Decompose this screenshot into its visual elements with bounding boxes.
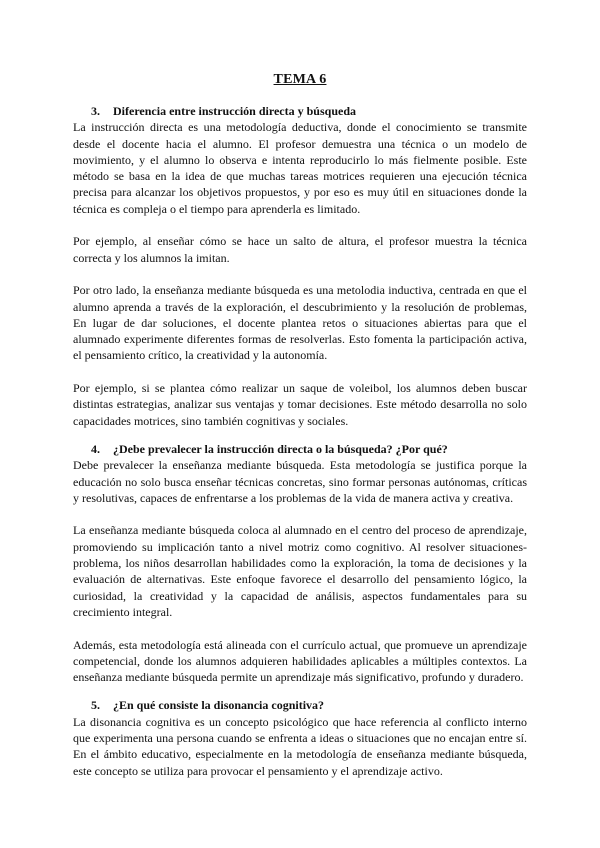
section-heading-text: ¿En qué consiste la disonancia cognitiva? (113, 698, 325, 713)
section-heading-5 (73, 697, 527, 713)
section-heading-text: Diferencia entre instrucción directa y búsqueda (113, 104, 356, 118)
section-heading-4 (73, 441, 527, 457)
section-heading-3 (73, 103, 527, 119)
page-title: TEMA 6 (273, 72, 327, 87)
document-body (73, 103, 527, 779)
paragraph: La enseñanza mediante búsqueda coloca al alumnado en el centro del proceso de aprendizaje, promoviendo su implicación tanto a nivel motriz como cognitivo. Al resolver situaciones-problema, los niños desarrollan habilidades como la exploración, la toma de decisiones y la evaluación de alternativas. Este enfoque favorece el desarrollo del pensamiento lógico, la curiosidad, la creatividad y la capacidad de análisis, aspectos fundamentales para su crecimiento integral. (73, 523, 527, 619)
section-number: 4. (91, 441, 100, 456)
paragraph: La instrucción directa es una metodología deductiva, donde el conocimiento se transmite desde el docente hacia el alumno. El profesor demuestra una técnica o un modelo de movimiento, y el alumno lo observa e intenta reproducirlo lo más fielmente posible. Este método se basa en la idea de que muchas tareas motrices requieren una ejecución técnica precisa para alcanzar los objetivos propuestos, y por eso es muy útil en situaciones donde la técnica es compleja o el tiempo para aprenderla es limitado. (73, 120, 527, 216)
paragraph: La disonancia cognitiva es un concepto psicológico que hace referencia al conflicto interno que experimenta una persona cuando se enfrenta a ideas o situaciones que no encajan entre sí. En el ámbito educativo, especialmente en la metodología de enseñanza mediante búsqueda, este concepto se utiliza para provocar el pensamiento y el aprendizaje activo. (73, 714, 527, 778)
section-number: 5. (91, 698, 100, 713)
paragraph: Además, esta metodología está alineada con el currículo actual, que promueve un aprendizaje competencial, donde los alumnos adquieren habilidades aplicables a múltiples contextos. La enseñanza mediante búsqueda permite un aprendizaje más significativo, profundo y duradero. (73, 637, 527, 685)
paragraph: Por otro lado, la enseñanza mediante búsqueda es una metolodia inductiva, centrada en que el alumno aprenda a través de la exploración, el descubrimiento y la resolución de problemas, En lugar de dar soluciones, el docente plantea retos o situaciones abiertas para que el alumnado experimente diferentes formas de resolverlas. Esto fomenta la participación activa, el pensamiento crítico, la creatividad y la autonomía. (73, 283, 527, 363)
paragraph: Por ejemplo, al enseñar cómo se hace un salto de altura, el profesor muestra la técnica correcta y los alumnos la imitan. (73, 234, 527, 265)
paragraph: Debe prevalecer la enseñanza mediante búsqueda. Esta metodología se justifica porque la educación no solo busca enseñar técnicas concretas, sino formar personas autónomas, críticas y resolutivas, capaces de enfrentarse a los problemas de la vida de manera activa y creativa. (73, 458, 527, 505)
section-heading-text: ¿Debe prevalecer la instrucción directa o la búsqueda? ¿Por qué? (113, 441, 448, 456)
paragraph: Por ejemplo, si se plantea cómo realizar un saque de voleibol, los alumnos deben buscar distintas estrategias, analizar sus ventajas y tomar decisiones. Este método desarrolla no solo capacidades motrices, sino también cognitivas y sociales. (73, 381, 527, 428)
section-number: 3. (91, 104, 100, 118)
